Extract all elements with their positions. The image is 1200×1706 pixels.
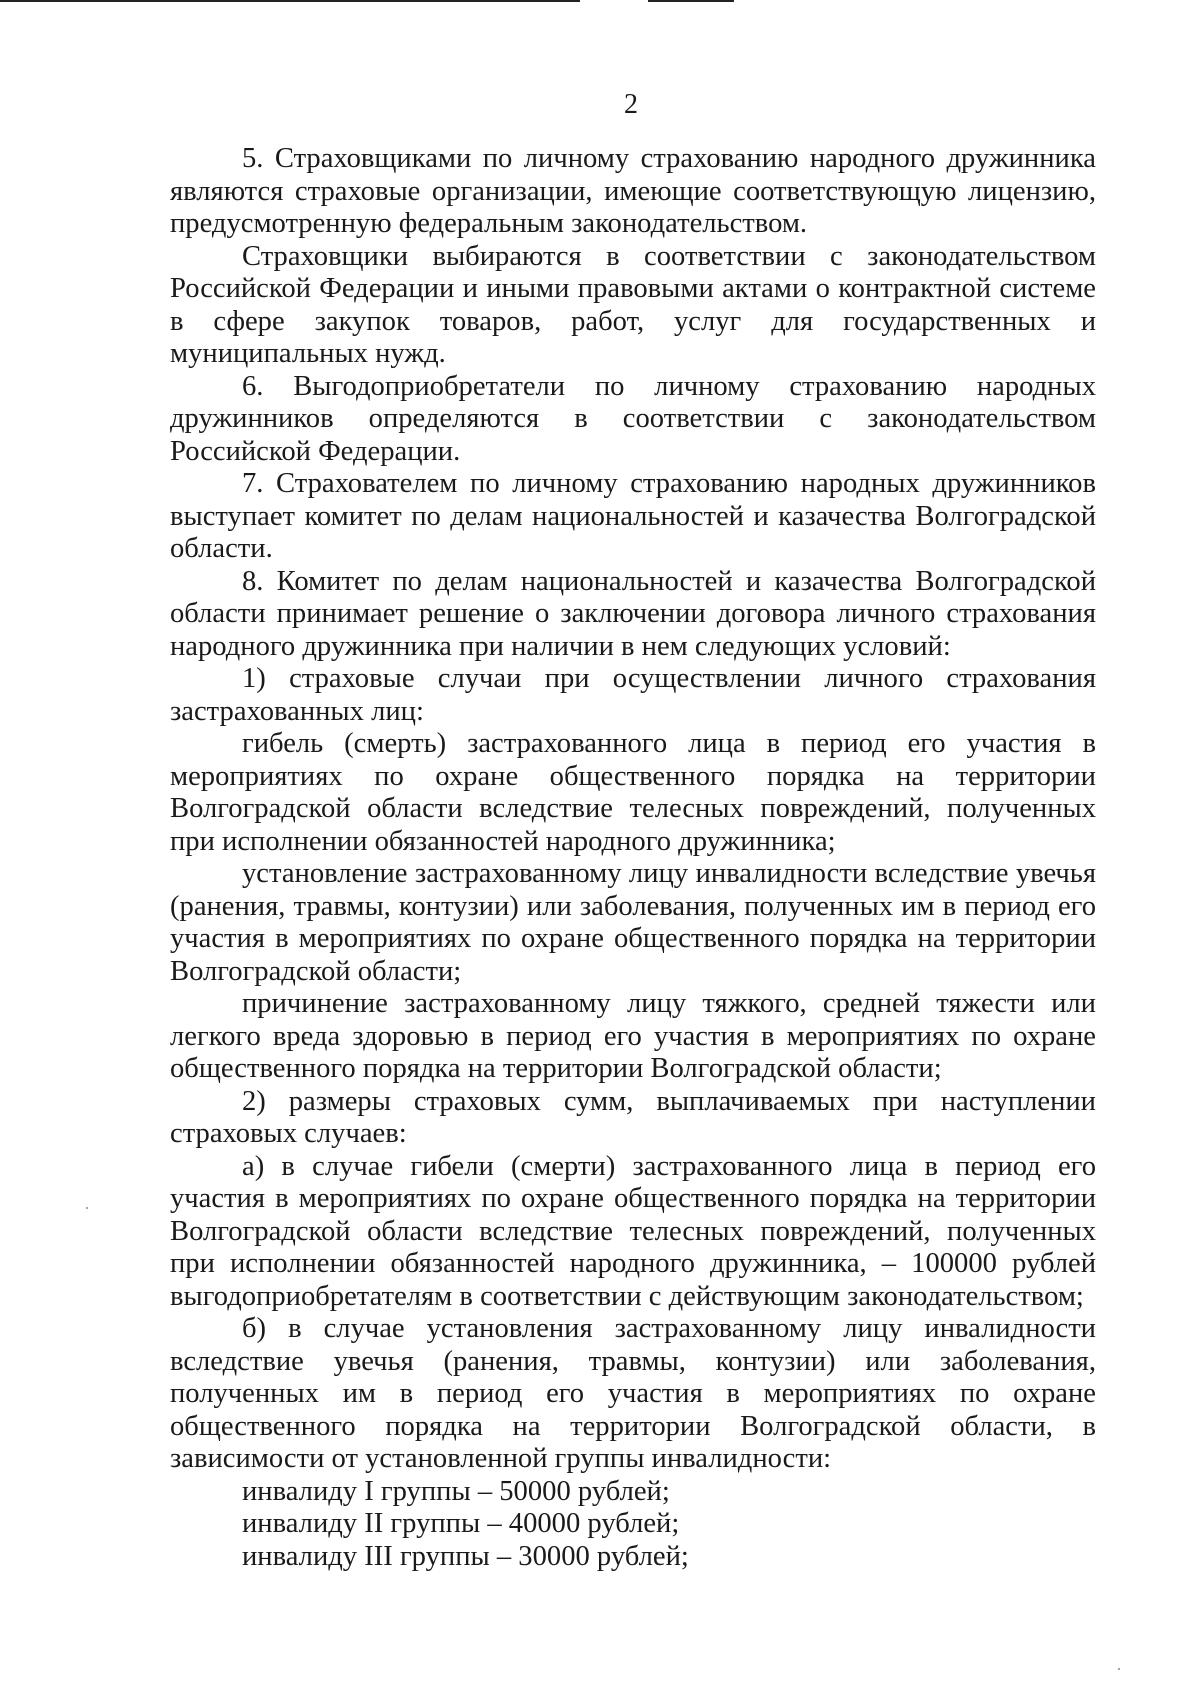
paragraph-event-death: гибель (смерть) застрахованного лица в период его участия в мероприятиях по охране общественного порядка на территории Волгоградской области вследствие телесных повреждений, полученных при исполнении обязанностей народного дружинника;: [170, 728, 1096, 857]
paragraph-b-disability-payment: б) в случае установления застрахованному лицу инвалидности вследствие увечья (ранения, травмы, контузии) или заболевания, полученных им в период его участия в мероприятиях по охране общественного порядка на территории Волгоградской области, в зависимости от установленной группы инвалидности:: [170, 1313, 1096, 1474]
page-number: 2: [624, 89, 638, 120]
list-item-disability-group-1: инвалиду I группы – 50000 рублей;: [242, 1475, 670, 1507]
paragraph-8-committee-decision: 8. Комитет по делам национальностей и казачества Волгоградской области принимает решение о заключении договора личного страхования народного дружинника при наличии в нем следующих условий:: [170, 565, 1096, 662]
document-body: [170, 143, 1096, 1573]
paragraph-insurers-selection: Страховщики выбираются в соответствии с законодательством Российской Федерации и иными правовыми актами о контрактной системе в сфере закупок товаров, работ, услуг для государственных и муниципальных нужд.: [170, 240, 1096, 369]
paragraph-2-insured-sums: 2) размеры страховых сумм, выплачиваемых при наступлении страховых случаев:: [170, 1085, 1096, 1149]
paragraph-1-insured-events: 1) страховые случаи при осуществлении личного страхования застрахованных лиц:: [170, 663, 1096, 727]
paragraph-7-policyholder: 7. Страхователем по личному страхованию народных дружинников выступает комитет по делам национальностей и казачества Волгоградской области.: [170, 468, 1096, 564]
paragraph-event-harm: причинение застрахованному лицу тяжкого, средней тяжести или легкого вреда здоровью в период его участия в мероприятиях по охране общественного порядка на территории Волгоградской области;: [170, 988, 1096, 1084]
paragraph-5-insurers: 5. Страховщиками по личному страхованию народного дружинника являются страховые организации, имеющие соответствующую лицензию, предусмотренную федеральным законодательством.: [170, 143, 1096, 239]
scan-top-edge-left: [0, 0, 580, 2]
list-item-disability-group-3: инвалиду III группы – 30000 рублей;: [242, 1540, 689, 1572]
paragraph-a-death-payment: а) в случае гибели (смерти) застрахованного лица в период его участия в мероприятиях по охране общественного порядка на территории Волгоградской области вследствие телесных повреждений, полученных при исполнении обязанностей народного дружинника, – 100000 рублей выгодоприобретателям в соответствии с действующим законодательством;: [170, 1150, 1096, 1312]
scan-top-edge-right: [648, 0, 734, 2]
paragraph-event-disability: установление застрахованному лицу инвалидности вследствие увечья (ранения, травмы, контузии) или заболевания, полученных им в период его участия в мероприятиях по охране общественного порядка на территории Волгоградской области;: [170, 858, 1096, 987]
scan-speck: [86, 1207, 88, 1209]
scan-speck: [1118, 1668, 1120, 1670]
paragraph-6-beneficiaries: 6. Выгодоприобретатели по личному страхованию народных дружинников определяются в соответствии с законодательством Российской Федерации.: [170, 370, 1096, 467]
list-item-disability-group-2: инвалиду II группы – 40000 рублей;: [242, 1508, 680, 1539]
